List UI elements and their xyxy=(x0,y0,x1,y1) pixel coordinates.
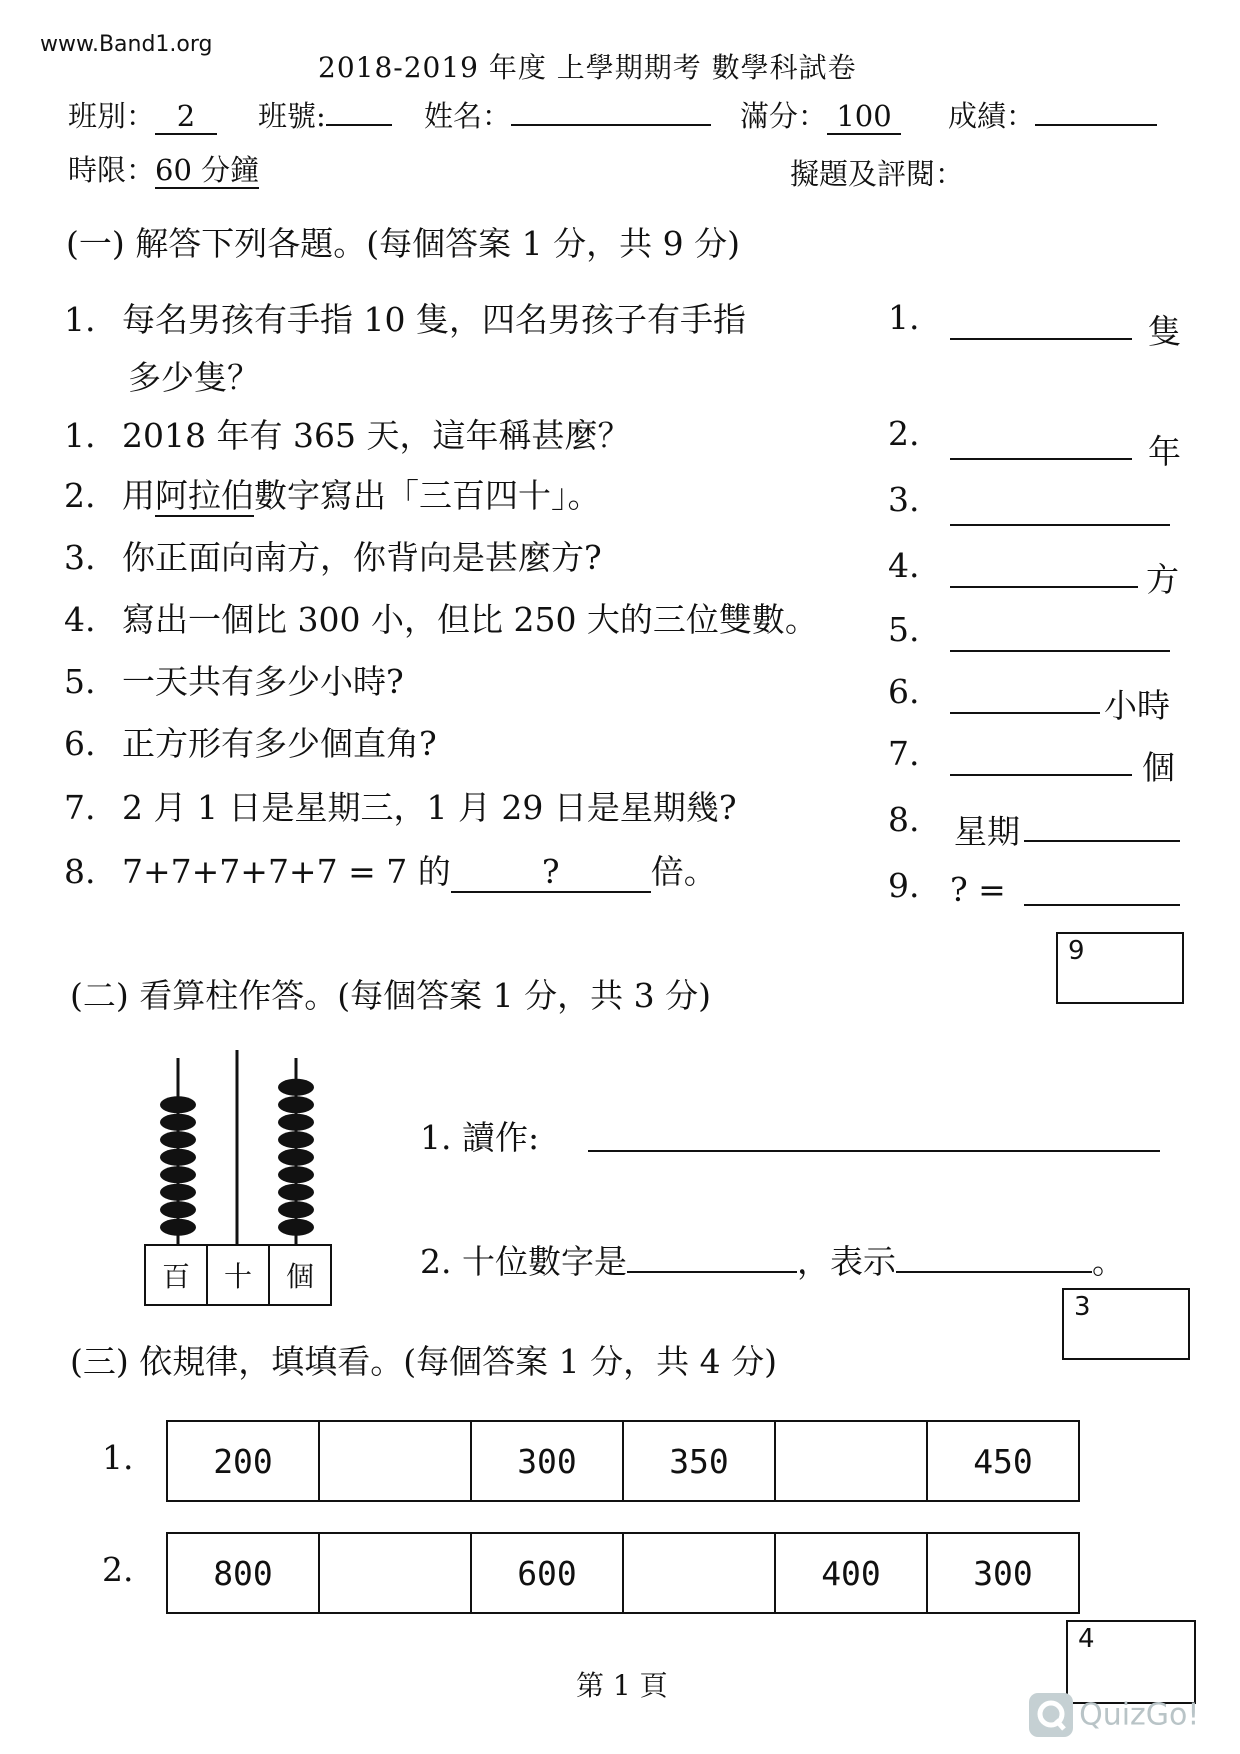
question-number: 4. xyxy=(64,600,96,639)
question-text: 7+7+7+7+7 = 7 的 xyxy=(122,852,451,891)
name-blank xyxy=(511,94,711,126)
class-field xyxy=(68,94,217,135)
abacus-bead xyxy=(278,1079,314,1096)
answer-number: 6. xyxy=(888,672,920,711)
answer-blank[interactable] xyxy=(950,338,1132,340)
class-value: 2 xyxy=(155,99,217,135)
abacus-bead xyxy=(278,1219,314,1236)
question-text: ，表示 xyxy=(796,1242,896,1281)
abacus-bead xyxy=(160,1149,196,1166)
question-text: 你正面向南方，你背向是甚麼方? xyxy=(122,538,602,577)
question-number: 8. xyxy=(64,852,96,891)
answer-blank[interactable] xyxy=(627,1241,797,1273)
time-value: 60 分鐘 xyxy=(155,153,260,187)
sequence-cell-blank[interactable] xyxy=(623,1533,775,1613)
seat-label: 班號: xyxy=(258,99,326,133)
seat-blank xyxy=(326,94,392,126)
sequence-table-1 xyxy=(166,1420,1080,1502)
abacus-bead xyxy=(278,1096,314,1113)
sequence-cell: 200 xyxy=(167,1421,319,1501)
question-number: 5. xyxy=(64,662,96,701)
sequence-cell: 300 xyxy=(927,1533,1079,1613)
question-number: 6. xyxy=(64,724,96,763)
question-3 xyxy=(64,470,601,517)
score-field xyxy=(948,94,1157,135)
question-text-underlined: 阿拉伯 xyxy=(155,476,254,515)
question-7 xyxy=(64,718,437,765)
section1-score-box: 9 xyxy=(1056,932,1184,1004)
answer-blank[interactable] xyxy=(950,586,1138,588)
site-watermark: www.Band1.org xyxy=(40,32,213,57)
section2-q2 xyxy=(420,1236,1125,1283)
question-number: 1. xyxy=(64,300,96,339)
abacus-bead xyxy=(278,1166,314,1183)
question-number: 3. xyxy=(64,538,96,577)
question-text: 倍。 xyxy=(650,852,717,891)
answer-blank[interactable] xyxy=(950,774,1132,776)
question-number: 1. xyxy=(64,416,96,455)
question-1-cont: 多少隻？ xyxy=(128,358,260,397)
abacus-bead xyxy=(278,1149,314,1166)
abacus-bead xyxy=(278,1184,314,1201)
question-number: 7. xyxy=(64,788,96,827)
question-4 xyxy=(64,532,602,579)
answer-blank: ? xyxy=(451,852,651,893)
sequence-cell: 800 xyxy=(167,1533,319,1613)
section2-heading: (二) 看算柱作答。(每個答案 1 分，共 3 分) xyxy=(70,976,711,1015)
answer-blank[interactable] xyxy=(1024,840,1180,842)
answer-number: 5. xyxy=(888,610,920,649)
question-1 xyxy=(64,294,746,341)
question-text: 每名男孩有手指 10 隻，四名男孩子有手指 xyxy=(122,300,746,339)
answer-unit: 方 xyxy=(1146,560,1179,599)
question-text: 寫出一個比 300 小，但比 250 大的三位雙數。 xyxy=(122,600,818,639)
section2-q1: 1. 讀作: xyxy=(420,1118,540,1157)
full-marks-value: 100 xyxy=(827,99,901,135)
question-text: 用 xyxy=(122,476,155,515)
answer-unit: 個 xyxy=(1142,748,1175,787)
sequence-row-number: 2. xyxy=(102,1550,134,1589)
section3-score-box: 4 xyxy=(1066,1620,1196,1704)
score-label: 成績： xyxy=(948,99,1036,133)
quizgo-logo-icon xyxy=(1028,1692,1074,1738)
sequence-cell: 450 xyxy=(927,1421,1079,1501)
quizgo-logo xyxy=(1028,1692,1199,1738)
sequence-cell: 600 xyxy=(471,1533,623,1613)
sequence-cell: 350 xyxy=(623,1421,775,1501)
answer-unit: 小時 xyxy=(1104,686,1170,725)
abacus-bead xyxy=(160,1201,196,1218)
answer-prefix: ? = xyxy=(950,870,1006,909)
time-limit xyxy=(68,148,259,189)
place-label-tens: 十 xyxy=(207,1245,269,1305)
abacus-bead xyxy=(160,1131,196,1148)
page-title: 2018-2019 年度 上學期期考 數學科試卷 xyxy=(318,51,857,84)
setter-label: 擬題及評閱： xyxy=(790,157,965,191)
sequence-cell: 300 xyxy=(471,1421,623,1501)
question-text: 正方形有多少個直角? xyxy=(122,724,437,763)
abacus-bead xyxy=(160,1166,196,1183)
name-field xyxy=(424,94,711,135)
abacus-bead xyxy=(160,1114,196,1131)
answer-blank[interactable] xyxy=(950,712,1100,714)
answer-blank[interactable] xyxy=(950,650,1170,652)
page-number: 第 1 頁 xyxy=(576,1669,668,1702)
place-label-ones: 個 xyxy=(269,1245,331,1305)
sequence-row-number: 1. xyxy=(102,1438,134,1477)
question-text: 2018 年有 365 天，這年稱甚麼？ xyxy=(122,416,631,455)
abacus-bead xyxy=(160,1096,196,1113)
answer-blank[interactable] xyxy=(950,458,1132,460)
answer-blank[interactable] xyxy=(1024,904,1180,906)
answer-unit: 隻 xyxy=(1148,312,1181,351)
answer-number: 1. xyxy=(888,298,920,337)
abacus-bead xyxy=(160,1184,196,1201)
abacus-bead xyxy=(278,1114,314,1131)
section1-heading: (一) 解答下列各題。(每個答案 1 分，共 9 分) xyxy=(66,224,740,263)
answer-prefix: 星期 xyxy=(954,812,1020,851)
question-number: 2. xyxy=(64,476,96,515)
question-6 xyxy=(64,656,404,703)
sequence-cell-blank[interactable] xyxy=(775,1421,927,1501)
score-blank xyxy=(1035,94,1157,126)
sequence-cell: 400 xyxy=(775,1533,927,1613)
question-text: 2 月 1 日是星期三，1 月 29 日是星期幾? xyxy=(122,788,737,827)
question-5 xyxy=(64,594,818,641)
answer-blank[interactable] xyxy=(950,524,1170,526)
sequence-cell-blank[interactable] xyxy=(319,1533,471,1613)
section3-heading: (三) 依規律，填填看。(每個答案 1 分，共 4 分) xyxy=(70,1342,777,1381)
answer-number: 7. xyxy=(888,734,920,773)
quizgo-logo-text: QuizGo! xyxy=(1079,1697,1200,1733)
abacus-place-labels xyxy=(144,1244,332,1306)
full-marks-field xyxy=(740,94,901,135)
answer-number: 4. xyxy=(888,546,920,585)
answer-unit: 年 xyxy=(1148,432,1181,471)
name-label: 姓名： xyxy=(424,99,512,133)
seat-field xyxy=(258,94,392,135)
time-label: 時限： xyxy=(68,153,156,187)
question-8 xyxy=(64,782,737,829)
sequence-cell-blank[interactable] xyxy=(319,1421,471,1501)
full-marks-label: 滿分： xyxy=(740,99,828,133)
question-text: 數字寫出「三百四十」。 xyxy=(254,476,601,515)
question-2 xyxy=(64,410,630,457)
question-9 xyxy=(64,846,717,893)
answer-number: 9. xyxy=(888,866,920,905)
answer-number: 3. xyxy=(888,480,920,519)
abacus-bead xyxy=(278,1201,314,1218)
abacus-bead xyxy=(278,1131,314,1148)
class-label: 班別： xyxy=(68,99,156,133)
section2-score-box: 3 xyxy=(1062,1288,1190,1360)
answer-blank[interactable] xyxy=(588,1150,1160,1152)
answer-number: 8. xyxy=(888,800,920,839)
answer-blank[interactable] xyxy=(896,1241,1092,1273)
abacus xyxy=(140,1050,350,1250)
place-label-hundreds: 百 xyxy=(145,1245,207,1305)
question-text: 一天共有多少小時? xyxy=(122,662,404,701)
answer-number: 2. xyxy=(888,414,920,453)
sequence-table-2 xyxy=(166,1532,1080,1614)
abacus-bead xyxy=(160,1219,196,1236)
question-text: 2. 十位數字是 xyxy=(420,1242,627,1281)
question-text: 。 xyxy=(1091,1242,1125,1281)
